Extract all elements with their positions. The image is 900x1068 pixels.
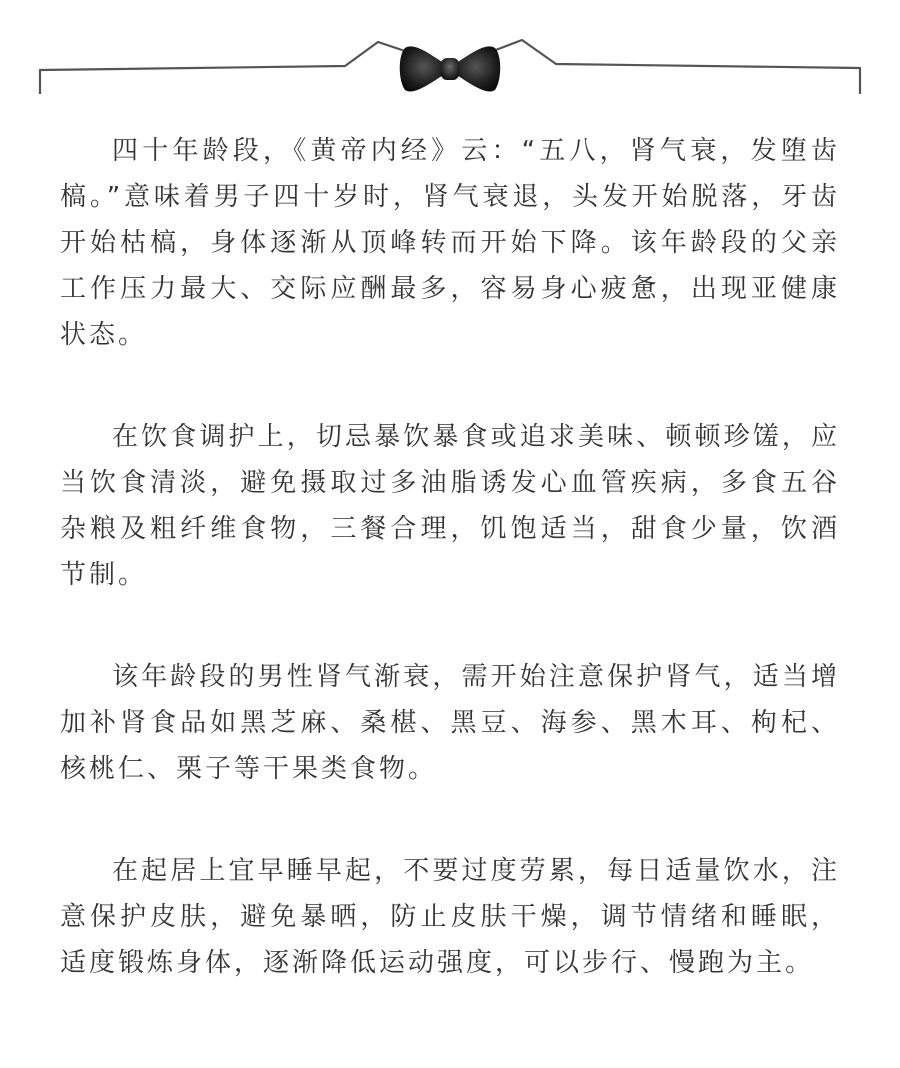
article-body bbox=[60, 128, 840, 1042]
paragraph: 在起居上宜早睡早起，不要过度劳累，每日适量饮水，注意保护皮肤，避免暴晒，防止皮肤干燥，调节情绪和睡眠，适度锻炼身体，逐渐降低运动强度，可以步行、慢跑为主。 bbox=[60, 856, 840, 978]
divider-line-right bbox=[480, 40, 860, 94]
paragraph: 在饮食调护上，切忌暴饮暴食或追求美味、顿顿珍馐，应当饮食清淡，避免摄取过多油脂诱发心血管疾病，多食五谷杂粮及粗纤维食物，三餐合理，饥饱适当，甜食少量，饮酒节制。 bbox=[60, 422, 840, 590]
header-divider bbox=[0, 0, 900, 110]
bow-tie-icon bbox=[400, 46, 501, 91]
divider-line-left bbox=[40, 42, 420, 94]
paragraph: 该年龄段的男性肾气渐衰，需开始注意保护肾气，适当增加补肾食品如黑芝麻、桑椹、黑豆、海参、黑木耳、枸杞、核桃仁、栗子等干果类食物。 bbox=[60, 662, 840, 784]
paragraph: 四十年龄段，《黄帝内经》云：“五八，肾气衰，发堕齿槁。”意味着男子四十岁时，肾气衰退，头发开始脱落，牙齿开始枯槁，身体逐渐从顶峰转而开始下降。该年龄段的父亲工作压力最大、交际应酬最多，容易身心疲惫，出现亚健康状态。 bbox=[60, 136, 840, 350]
